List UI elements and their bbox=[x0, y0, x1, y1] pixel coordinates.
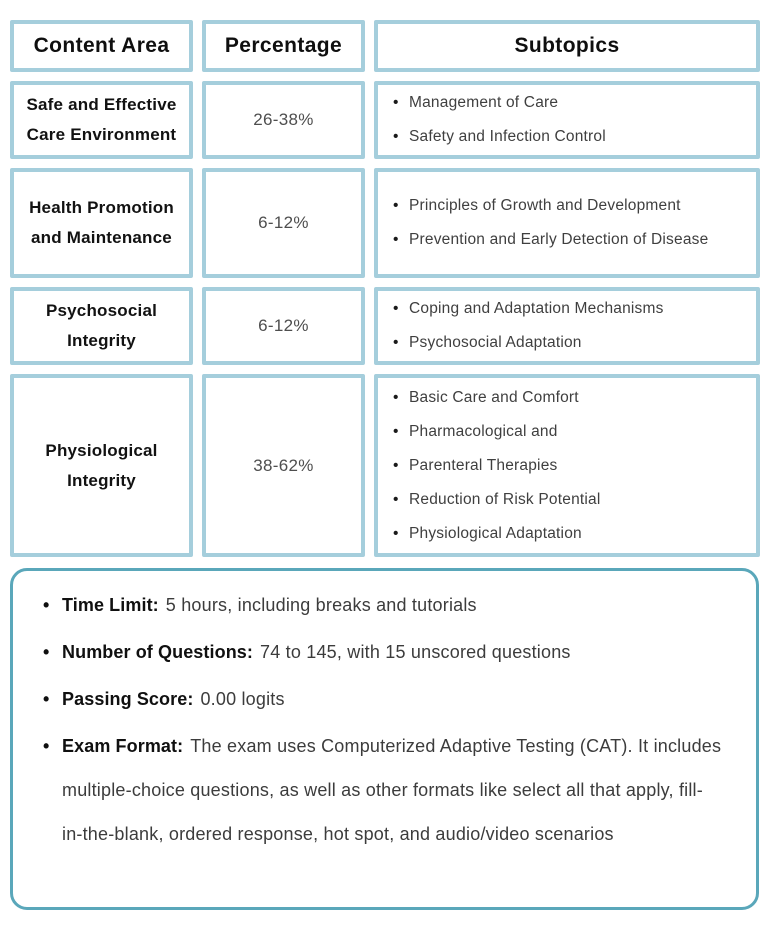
subtopic-item: • Safety and Infection Control bbox=[392, 120, 728, 154]
subtopic-item: • Parenteral Therapies bbox=[392, 449, 728, 483]
subtopics-cell bbox=[374, 374, 760, 557]
content-area-cell: Physiological Integrity bbox=[10, 374, 193, 557]
content-area-table bbox=[10, 20, 759, 557]
exam-detail-text: 74 to 145, with 15 unscored questions bbox=[260, 642, 571, 662]
table-header-percentage: Percentage bbox=[202, 20, 365, 72]
exam-detail-label: Time Limit: bbox=[62, 595, 159, 615]
percentage-cell: 6-12% bbox=[202, 168, 365, 278]
subtopic-list bbox=[392, 189, 728, 257]
percentage-cell: 38-62% bbox=[202, 374, 365, 557]
subtopic-item: • Management of Care bbox=[392, 86, 728, 120]
subtopic-list bbox=[392, 381, 728, 551]
exam-details-list bbox=[43, 583, 722, 856]
exam-detail-text: 5 hours, including breaks and tutorials bbox=[165, 595, 477, 615]
exam-detail-item bbox=[43, 677, 722, 721]
subtopic-item: • Basic Care and Comfort bbox=[392, 381, 728, 415]
subtopics-cell bbox=[374, 81, 760, 159]
content-area-cell: Psychosocial Integrity bbox=[10, 287, 193, 365]
subtopic-item: • Principles of Growth and Development bbox=[392, 189, 728, 223]
exam-detail-item bbox=[43, 724, 722, 856]
subtopic-item: • Coping and Adaptation Mechanisms bbox=[392, 292, 728, 326]
exam-details-box bbox=[10, 568, 759, 910]
exam-detail-label: Passing Score: bbox=[62, 689, 194, 709]
percentage-cell: 6-12% bbox=[202, 287, 365, 365]
subtopics-cell bbox=[374, 168, 760, 278]
subtopic-list bbox=[392, 86, 728, 154]
exam-detail-item bbox=[43, 583, 722, 627]
exam-detail-item bbox=[43, 630, 722, 674]
exam-detail-label: Number of Questions: bbox=[62, 642, 254, 662]
exam-detail-text: 0.00 logits bbox=[200, 689, 285, 709]
subtopic-item: • Prevention and Early Detection of Disease bbox=[392, 223, 728, 257]
content-area-cell: Health Promotion and Maintenance bbox=[10, 168, 193, 278]
table-header-subtopics: Subtopics bbox=[374, 20, 760, 72]
subtopic-list bbox=[392, 292, 728, 360]
exam-detail-label: Exam Format: bbox=[62, 736, 184, 756]
table-header-content-area: Content Area bbox=[10, 20, 193, 72]
exam-detail-text: The exam uses Computerized Adaptive Testing (CAT). It includes multiple-choice questions, as well as other formats like select all that apply, fill-in-the-blank, ordered response, hot spot, and audio/video scenarios bbox=[62, 736, 722, 844]
subtopic-item: • Pharmacological and bbox=[392, 415, 728, 449]
subtopic-item: • Reduction of Risk Potential bbox=[392, 483, 728, 517]
subtopics-cell bbox=[374, 287, 760, 365]
subtopic-item: • Psychosocial Adaptation bbox=[392, 326, 728, 360]
subtopic-item: • Physiological Adaptation bbox=[392, 517, 728, 551]
percentage-cell: 26-38% bbox=[202, 81, 365, 159]
content-area-cell: Safe and Effective Care Environment bbox=[10, 81, 193, 159]
